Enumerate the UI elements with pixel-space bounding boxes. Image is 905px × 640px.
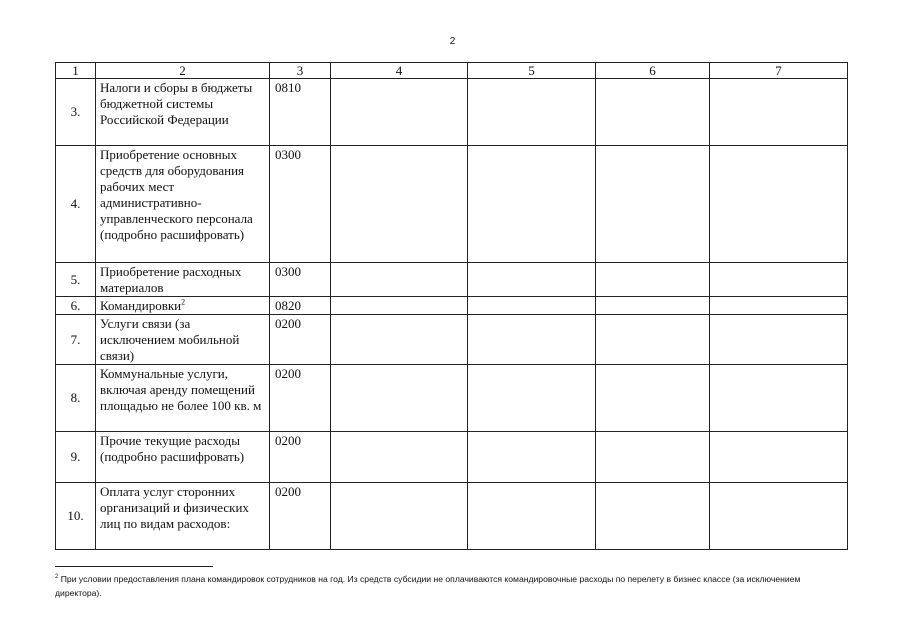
empty-cell [331, 483, 468, 550]
footnote-separator [55, 566, 213, 567]
header-cell: 7 [710, 63, 848, 79]
expense-table [55, 62, 848, 550]
empty-cell [596, 365, 710, 432]
page-number: 2 [449, 36, 456, 47]
row-name: Приобретение основных средств для оборудования рабочих мест административно-управленческого персонала (подробно расшифровать) [96, 146, 270, 263]
empty-cell [468, 297, 596, 315]
empty-cell [596, 297, 710, 315]
empty-cell [596, 483, 710, 550]
table-row [56, 79, 848, 146]
footnote [55, 572, 845, 600]
empty-cell [468, 483, 596, 550]
header-row [56, 63, 848, 79]
row-name: Прочие текущие расходы (подробно расшифровать) [96, 432, 270, 483]
row-code: 0810 [270, 79, 331, 146]
empty-cell [596, 146, 710, 263]
empty-cell [710, 297, 848, 315]
empty-cell [331, 297, 468, 315]
empty-cell [710, 79, 848, 146]
row-name: Приобретение расходных материалов [96, 263, 270, 297]
table-row [56, 483, 848, 550]
header-cell: 2 [96, 63, 270, 79]
empty-cell [710, 365, 848, 432]
row-number: 5. [56, 263, 96, 297]
header-cell: 3 [270, 63, 331, 79]
empty-cell [468, 263, 596, 297]
empty-cell [710, 146, 848, 263]
row-code: 0300 [270, 263, 331, 297]
row-code: 0200 [270, 483, 331, 550]
empty-cell [331, 315, 468, 365]
empty-cell [710, 315, 848, 365]
table-row [56, 297, 848, 315]
row-number: 6. [56, 297, 96, 315]
empty-cell [468, 365, 596, 432]
empty-cell [331, 146, 468, 263]
footnote-text: При условии предоставления плана командировок сотрудников на год. Из средств субсидии не оплачиваются командировочные расходы по перелету в бизнес классе (за исключением директора). [55, 574, 801, 598]
empty-cell [468, 146, 596, 263]
row-code: 0300 [270, 146, 331, 263]
empty-cell [468, 315, 596, 365]
empty-cell [596, 263, 710, 297]
empty-cell [468, 432, 596, 483]
row-number: 9. [56, 432, 96, 483]
row-code: 0200 [270, 315, 331, 365]
empty-cell [331, 365, 468, 432]
footnote-mark: 2 [181, 297, 186, 307]
table-row [56, 263, 848, 297]
row-name: Коммунальные услуги, включая аренду помещений площадью не более 100 кв. м [96, 365, 270, 432]
empty-cell [331, 432, 468, 483]
row-number: 7. [56, 315, 96, 365]
row-number: 3. [56, 79, 96, 146]
header-cell: 6 [596, 63, 710, 79]
row-name [96, 297, 270, 315]
table-row [56, 365, 848, 432]
empty-cell [468, 79, 596, 146]
row-name: Услуги связи (за исключением мобильной связи) [96, 315, 270, 365]
table-row [56, 432, 848, 483]
footnote-number: 2 [55, 574, 59, 581]
empty-cell [331, 79, 468, 146]
table-row [56, 315, 848, 365]
empty-cell [596, 315, 710, 365]
header-cell: 4 [331, 63, 468, 79]
row-number: 4. [56, 146, 96, 263]
row-code: 0820 [270, 297, 331, 315]
empty-cell [710, 432, 848, 483]
row-name: Налоги и сборы в бюджеты бюджетной системы Российской Федерации [96, 79, 270, 146]
empty-cell [596, 432, 710, 483]
row-name-text: Командировки [100, 298, 182, 313]
header-cell: 1 [56, 63, 96, 79]
row-number: 10. [56, 483, 96, 550]
empty-cell [596, 79, 710, 146]
row-code: 0200 [270, 432, 331, 483]
empty-cell [710, 483, 848, 550]
row-number: 8. [56, 365, 96, 432]
table-row [56, 146, 848, 263]
row-code: 0200 [270, 365, 331, 432]
empty-cell [710, 263, 848, 297]
row-name: Оплата услуг сторонних организаций и физических лиц по видам расходов: [96, 483, 270, 550]
empty-cell [331, 263, 468, 297]
header-cell: 5 [468, 63, 596, 79]
